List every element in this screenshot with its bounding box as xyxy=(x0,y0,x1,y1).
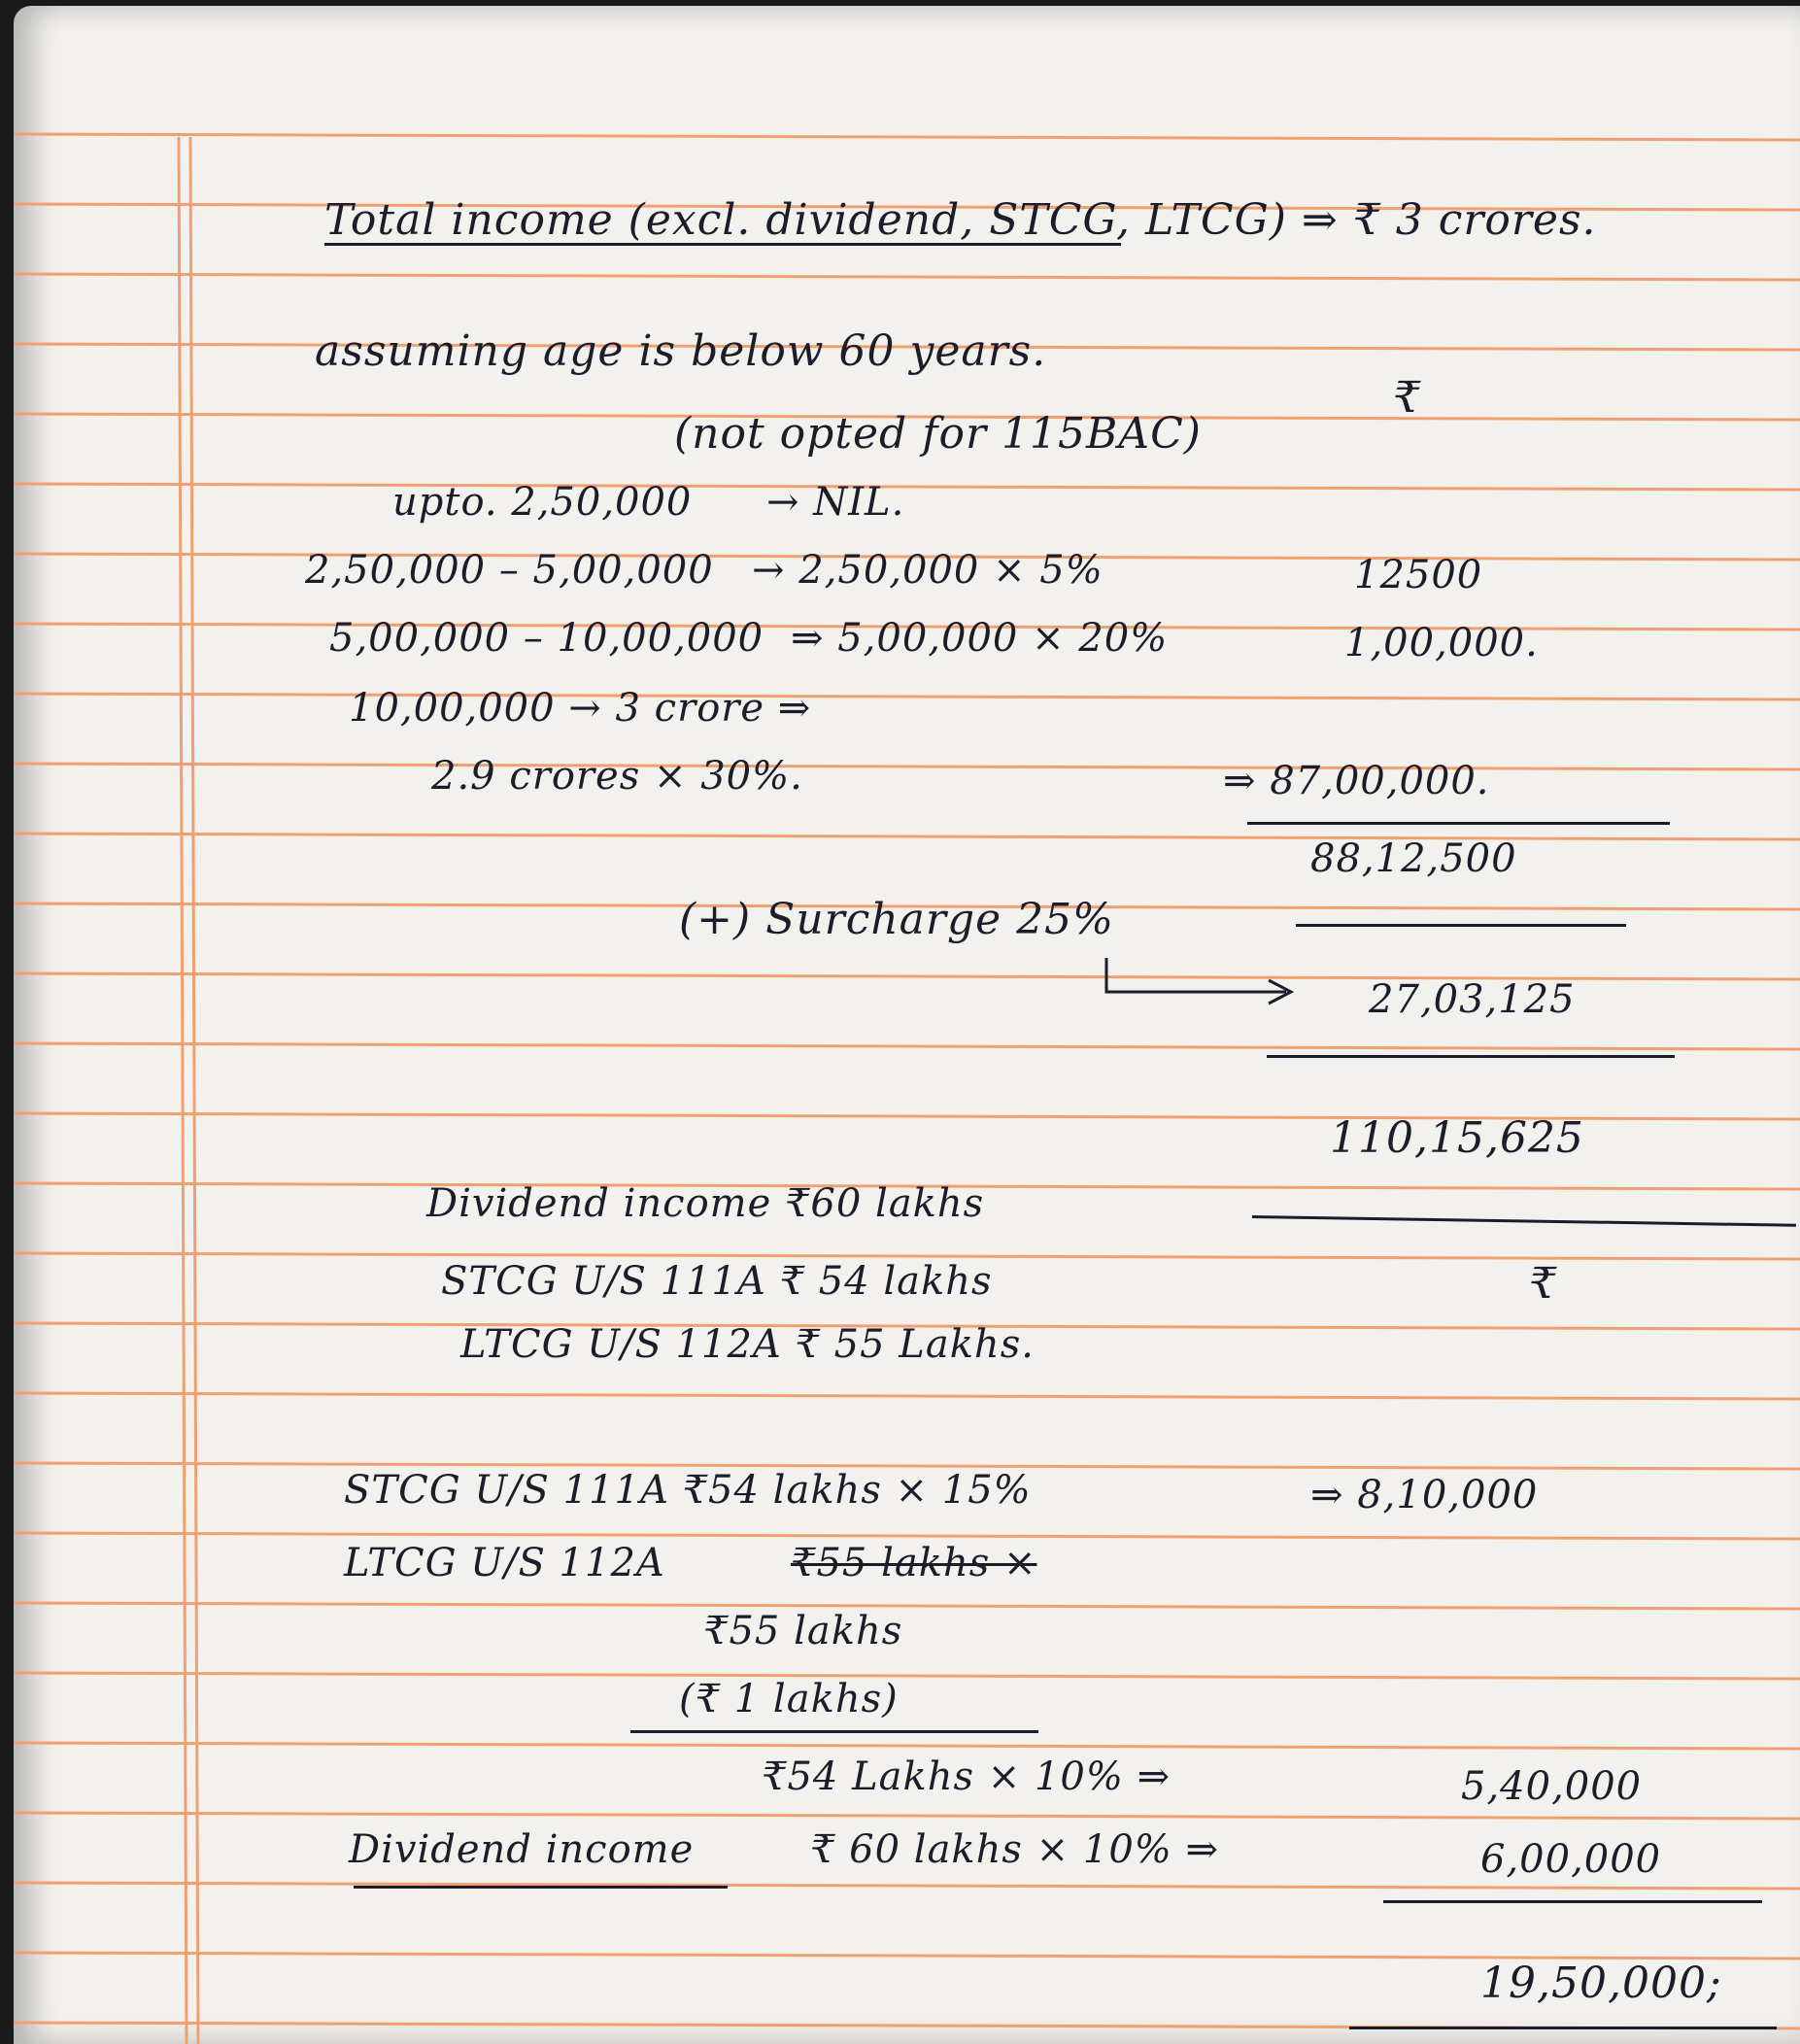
ltcg-tax-amount: 5,40,000 xyxy=(1461,1764,1643,1809)
slab-3-calc: ⇒ 5,00,000 × 20% xyxy=(791,616,1169,661)
income-dividend: Dividend income ₹60 lakhs xyxy=(426,1181,985,1226)
ruled-line xyxy=(14,1673,1800,1679)
ruled-line xyxy=(14,1743,1800,1749)
surcharge-label: (+) Surcharge 25% xyxy=(679,895,1114,944)
notebook-page xyxy=(14,6,1800,2044)
ruled-line xyxy=(14,1813,1800,1819)
slab-4-label: 10,00,000 → 3 crore ⇒ xyxy=(349,686,812,731)
ltcg-struck-text: ₹55 lakhs × xyxy=(791,1541,1037,1585)
ruled-line xyxy=(14,1533,1800,1539)
ruled-line xyxy=(14,1393,1800,1399)
slab-5-amount: ⇒ 87,00,000. xyxy=(1223,759,1490,803)
ruled-line xyxy=(14,764,1800,769)
stcg-calculation: STCG U/S 111A ₹54 lakhs × 15% xyxy=(344,1468,1032,1513)
dividend-tax-amount: 6,00,000 xyxy=(1480,1837,1662,1882)
ruled-line xyxy=(14,484,1800,490)
ltcg-subtract-line xyxy=(630,1730,1038,1733)
margin-line xyxy=(179,137,187,2044)
surcharge-amount: 27,03,125 xyxy=(1369,977,1576,1022)
special-rate-sum-line xyxy=(1383,1900,1762,1903)
dividend-label: Dividend income xyxy=(349,1827,695,1872)
dividend-calculation: ₹ 60 lakhs × 10% ⇒ xyxy=(810,1827,1220,1872)
rupee-column-header-2: ₹ xyxy=(1529,1259,1557,1309)
slab-5-label: 2.9 crores × 30%. xyxy=(431,754,803,799)
ruled-line xyxy=(14,134,1800,140)
ltcg-label: LTCG U/S 112A xyxy=(344,1541,665,1585)
ltcg-base: ₹55 lakhs xyxy=(703,1609,903,1653)
ltcg-exemption: (₹ 1 lakhs) xyxy=(679,1677,899,1721)
ruled-lines xyxy=(14,6,1800,2044)
heading-total-income: Total income (excl. dividend, STCG, LTCG) ⇒ ₹ 3 crores. xyxy=(324,195,1597,245)
regime-note: (not opted for 115BAC) xyxy=(674,409,1202,459)
slab-2-calc: → 2,50,000 × 5% xyxy=(752,548,1104,593)
slab-2-label: 2,50,000 – 5,00,000 xyxy=(305,548,714,593)
grand-total-amount: 19,50,000; xyxy=(1480,1959,1722,2008)
dividend-underline xyxy=(354,1886,728,1889)
surcharge-arrow-icon xyxy=(1102,953,1306,1011)
ltcg-calculation: ₹54 Lakhs × 10% ⇒ xyxy=(762,1754,1172,1799)
ruled-line xyxy=(14,1603,1800,1609)
heading-underline xyxy=(324,243,1121,246)
assumption-text: assuming age is below 60 years. xyxy=(315,326,1047,376)
margin-line xyxy=(190,137,198,2044)
income-ltcg: LTCG U/S 112A ₹ 55 Lakhs. xyxy=(460,1322,1035,1367)
rupee-column-header: ₹ xyxy=(1393,373,1421,423)
income-stcg: STCG U/S 111A ₹ 54 lakhs xyxy=(441,1259,993,1304)
ruled-line xyxy=(14,694,1800,699)
slab-2-amount: 12500 xyxy=(1354,553,1483,597)
slab-1-label: upto. 2,50,000 xyxy=(392,480,693,525)
subtotal-underline xyxy=(1296,924,1626,927)
slab-1-calc: → NIL. xyxy=(766,480,905,525)
slab-3-label: 5,00,000 – 10,00,000 xyxy=(329,616,764,661)
ruled-line xyxy=(14,834,1800,839)
subtotal-amount: 88,12,500 xyxy=(1310,836,1517,881)
stcg-tax-amount: ⇒ 8,10,000 xyxy=(1310,1473,1539,1517)
slab-3-amount: 1,00,000. xyxy=(1344,621,1539,665)
ruled-line xyxy=(14,1043,1800,1049)
surcharge-sum-line xyxy=(1267,1055,1675,1058)
slab-sum-line xyxy=(1247,822,1670,825)
grand-total-underline xyxy=(1349,2027,1777,2029)
ruled-line xyxy=(14,274,1800,280)
total-tax-amount: 110,15,625 xyxy=(1330,1113,1584,1163)
ruled-line xyxy=(14,1883,1800,1889)
